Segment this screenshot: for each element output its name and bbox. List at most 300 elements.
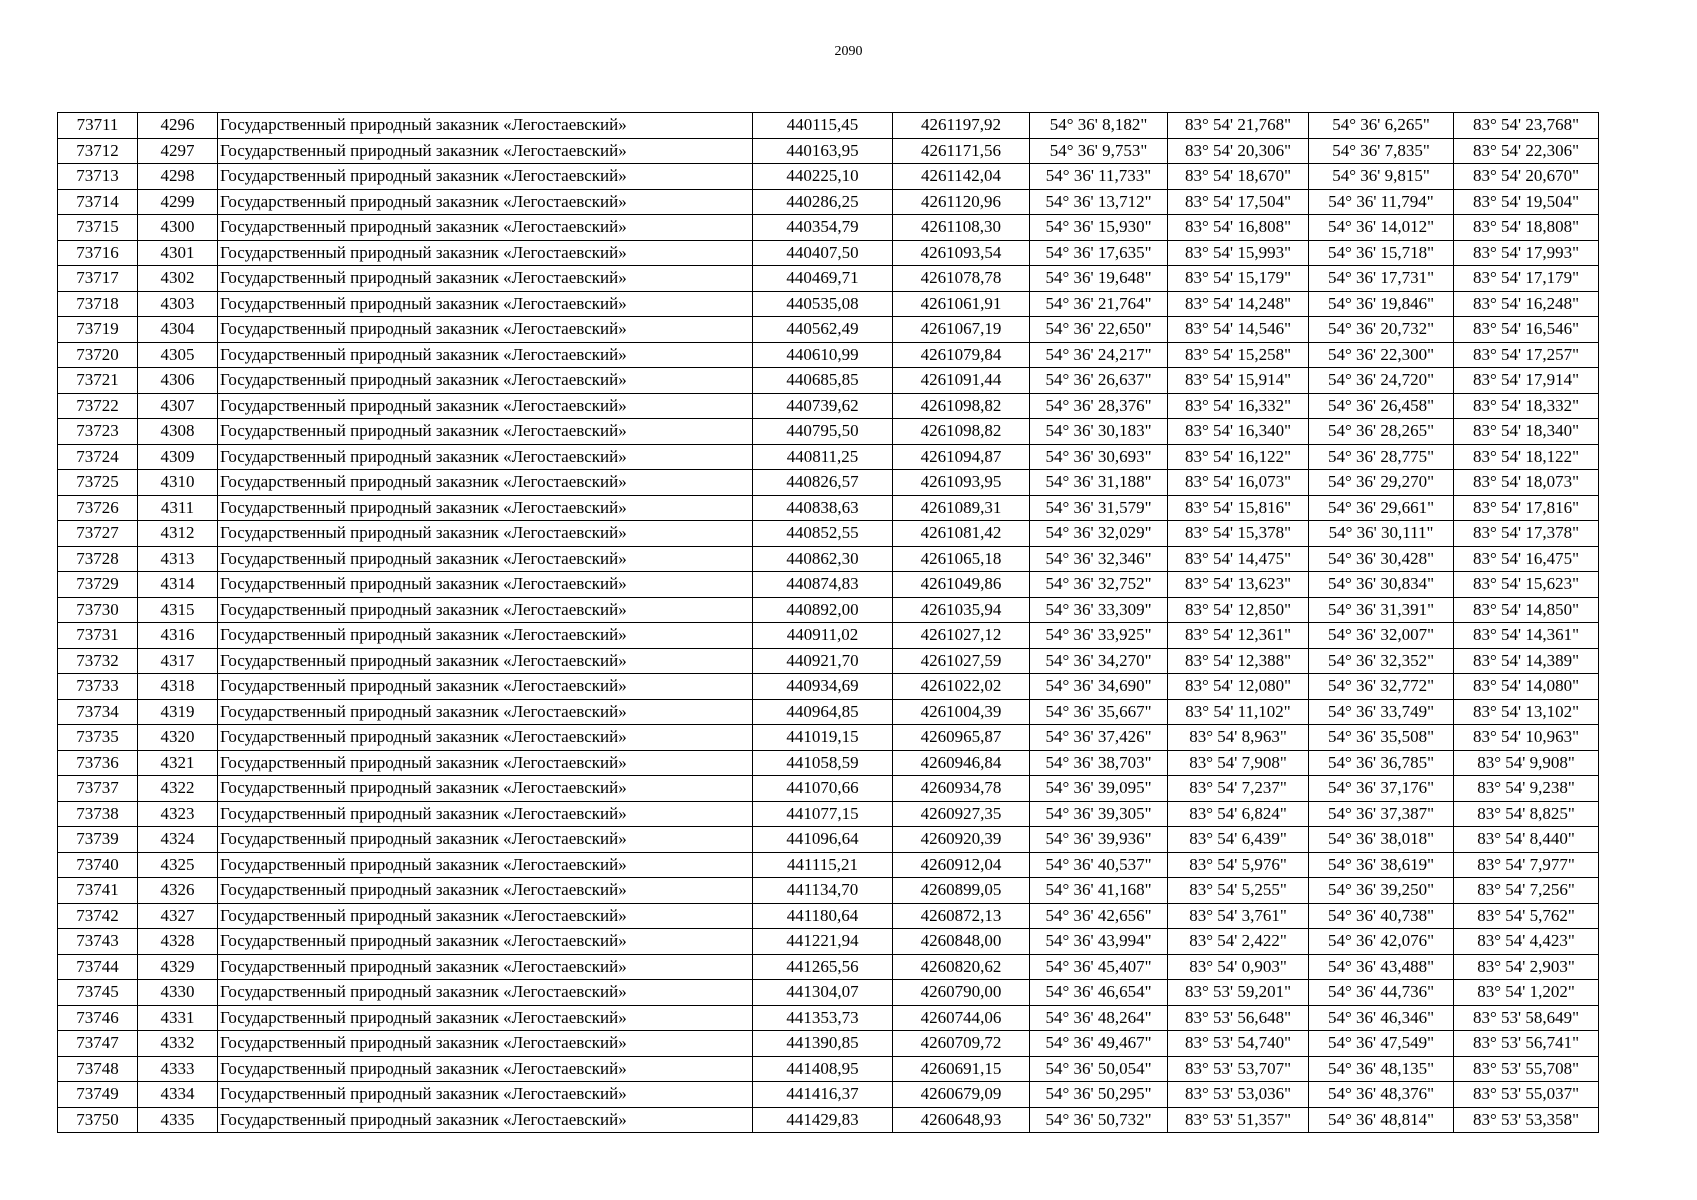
point-number: 4297 [138,138,218,164]
longitude-2: 83° 53' 56,741" [1454,1031,1599,1057]
coord-y: 4261091,44 [893,368,1030,394]
coord-x: 441070,66 [753,776,893,802]
zone-name: Государственный природный заказник «Легостаевский» [218,317,753,343]
coord-y: 4261093,54 [893,240,1030,266]
longitude-2: 83° 54' 19,504" [1454,189,1599,215]
coord-x: 440826,57 [753,470,893,496]
longitude-1: 83° 54' 15,179" [1168,266,1309,292]
latitude-2: 54° 36' 44,736" [1309,980,1454,1006]
record-id: 73748 [58,1056,138,1082]
latitude-1: 54° 36' 30,693" [1030,444,1168,470]
zone-name: Государственный природный заказник «Легостаевский» [218,266,753,292]
record-id: 73718 [58,291,138,317]
point-number: 4305 [138,342,218,368]
longitude-1: 83° 54' 11,102" [1168,699,1309,725]
zone-name: Государственный природный заказник «Легостаевский» [218,699,753,725]
table-row [58,827,1599,853]
longitude-1: 83° 54' 14,475" [1168,546,1309,572]
coord-x: 440795,50 [753,419,893,445]
latitude-2: 54° 36' 30,834" [1309,572,1454,598]
longitude-1: 83° 54' 2,422" [1168,929,1309,955]
longitude-1: 83° 54' 15,914" [1168,368,1309,394]
longitude-2: 83° 54' 13,102" [1454,699,1599,725]
longitude-2: 83° 54' 10,963" [1454,725,1599,751]
zone-name: Государственный природный заказник «Легостаевский» [218,725,753,751]
coord-y: 4261035,94 [893,597,1030,623]
zone-name: Государственный природный заказник «Легостаевский» [218,393,753,419]
latitude-2: 54° 36' 28,775" [1309,444,1454,470]
point-number: 4300 [138,215,218,241]
record-id: 73746 [58,1005,138,1031]
table-row [58,1005,1599,1031]
longitude-1: 83° 54' 12,080" [1168,674,1309,700]
latitude-2: 54° 36' 37,176" [1309,776,1454,802]
point-number: 4317 [138,648,218,674]
longitude-1: 83° 54' 15,258" [1168,342,1309,368]
coord-y: 4261098,82 [893,393,1030,419]
table-row [58,317,1599,343]
latitude-2: 54° 36' 38,018" [1309,827,1454,853]
coord-x: 440739,62 [753,393,893,419]
zone-name: Государственный природный заказник «Легостаевский» [218,1082,753,1108]
coord-y: 4261027,12 [893,623,1030,649]
longitude-1: 83° 53' 53,707" [1168,1056,1309,1082]
latitude-1: 54° 36' 11,733" [1030,164,1168,190]
zone-name: Государственный природный заказник «Легостаевский» [218,240,753,266]
record-id: 73731 [58,623,138,649]
latitude-1: 54° 36' 43,994" [1030,929,1168,955]
longitude-2: 83° 54' 15,623" [1454,572,1599,598]
longitude-2: 83° 54' 16,546" [1454,317,1599,343]
table-row [58,929,1599,955]
coord-x: 440921,70 [753,648,893,674]
longitude-1: 83° 54' 13,623" [1168,572,1309,598]
latitude-2: 54° 36' 15,718" [1309,240,1454,266]
record-id: 73745 [58,980,138,1006]
zone-name: Государственный природный заказник «Легостаевский» [218,444,753,470]
longitude-2: 83° 54' 8,440" [1454,827,1599,853]
coord-y: 4261065,18 [893,546,1030,572]
coord-y: 4260965,87 [893,725,1030,751]
longitude-1: 83° 54' 14,546" [1168,317,1309,343]
record-id: 73723 [58,419,138,445]
coord-y: 4261093,95 [893,470,1030,496]
latitude-1: 54° 36' 45,407" [1030,954,1168,980]
latitude-2: 54° 36' 42,076" [1309,929,1454,955]
coord-x: 440163,95 [753,138,893,164]
longitude-1: 83° 54' 18,670" [1168,164,1309,190]
latitude-2: 54° 36' 20,732" [1309,317,1454,343]
longitude-1: 83° 54' 16,073" [1168,470,1309,496]
coordinates-table [57,112,1599,1133]
latitude-2: 54° 36' 48,376" [1309,1082,1454,1108]
coord-y: 4260927,35 [893,801,1030,827]
table-row [58,495,1599,521]
coord-x: 441134,70 [753,878,893,904]
zone-name: Государственный природный заказник «Легостаевский» [218,878,753,904]
longitude-1: 83° 54' 16,340" [1168,419,1309,445]
longitude-1: 83° 54' 14,248" [1168,291,1309,317]
point-number: 4307 [138,393,218,419]
latitude-2: 54° 36' 30,111" [1309,521,1454,547]
coord-y: 4261142,04 [893,164,1030,190]
latitude-2: 54° 36' 14,012" [1309,215,1454,241]
longitude-2: 83° 54' 14,361" [1454,623,1599,649]
longitude-1: 83° 54' 15,816" [1168,495,1309,521]
table-row [58,725,1599,751]
latitude-1: 54° 36' 50,295" [1030,1082,1168,1108]
record-id: 73722 [58,393,138,419]
longitude-2: 83° 54' 18,073" [1454,470,1599,496]
table-row [58,368,1599,394]
latitude-1: 54° 36' 13,712" [1030,189,1168,215]
latitude-1: 54° 36' 33,309" [1030,597,1168,623]
coord-y: 4260934,78 [893,776,1030,802]
latitude-1: 54° 36' 34,270" [1030,648,1168,674]
longitude-1: 83° 54' 16,332" [1168,393,1309,419]
record-id: 73724 [58,444,138,470]
record-id: 73721 [58,368,138,394]
zone-name: Государственный природный заказник «Легостаевский» [218,189,753,215]
record-id: 73742 [58,903,138,929]
coord-y: 4261067,19 [893,317,1030,343]
point-number: 4309 [138,444,218,470]
coord-y: 4260709,72 [893,1031,1030,1057]
latitude-1: 54° 36' 31,579" [1030,495,1168,521]
point-number: 4313 [138,546,218,572]
coord-y: 4260744,06 [893,1005,1030,1031]
latitude-2: 54° 36' 9,815" [1309,164,1454,190]
latitude-1: 54° 36' 30,183" [1030,419,1168,445]
table-row [58,572,1599,598]
coord-x: 441265,56 [753,954,893,980]
point-number: 4312 [138,521,218,547]
coord-x: 440286,25 [753,189,893,215]
record-id: 73716 [58,240,138,266]
coord-y: 4261079,84 [893,342,1030,368]
coord-x: 441221,94 [753,929,893,955]
coord-x: 440964,85 [753,699,893,725]
record-id: 73726 [58,495,138,521]
coord-y: 4260946,84 [893,750,1030,776]
table-row [58,138,1599,164]
point-number: 4321 [138,750,218,776]
coord-x: 441115,21 [753,852,893,878]
latitude-1: 54° 36' 50,054" [1030,1056,1168,1082]
latitude-1: 54° 36' 39,095" [1030,776,1168,802]
coord-y: 4261120,96 [893,189,1030,215]
point-number: 4326 [138,878,218,904]
table-row [58,342,1599,368]
table-row [58,215,1599,241]
coord-x: 441353,73 [753,1005,893,1031]
latitude-2: 54° 36' 33,749" [1309,699,1454,725]
longitude-2: 83° 54' 2,903" [1454,954,1599,980]
longitude-2: 83° 54' 18,332" [1454,393,1599,419]
record-id: 73727 [58,521,138,547]
longitude-1: 83° 54' 16,808" [1168,215,1309,241]
table-row [58,189,1599,215]
point-number: 4322 [138,776,218,802]
record-id: 73719 [58,317,138,343]
table-row [58,776,1599,802]
zone-name: Государственный природный заказник «Легостаевский» [218,776,753,802]
record-id: 73740 [58,852,138,878]
coord-y: 4260691,15 [893,1056,1030,1082]
latitude-1: 54° 36' 38,703" [1030,750,1168,776]
record-id: 73747 [58,1031,138,1057]
coord-x: 441416,37 [753,1082,893,1108]
zone-name: Государственный природный заказник «Легостаевский» [218,648,753,674]
point-number: 4333 [138,1056,218,1082]
longitude-1: 83° 54' 7,237" [1168,776,1309,802]
zone-name: Государственный природный заказник «Легостаевский» [218,113,753,139]
coord-y: 4260790,00 [893,980,1030,1006]
zone-name: Государственный природный заказник «Легостаевский» [218,495,753,521]
table-row [58,903,1599,929]
longitude-1: 83° 54' 15,993" [1168,240,1309,266]
longitude-2: 83° 54' 9,238" [1454,776,1599,802]
table-row [58,393,1599,419]
record-id: 73728 [58,546,138,572]
latitude-1: 54° 36' 31,188" [1030,470,1168,496]
longitude-1: 83° 53' 54,740" [1168,1031,1309,1057]
longitude-1: 83° 54' 15,378" [1168,521,1309,547]
longitude-1: 83° 54' 3,761" [1168,903,1309,929]
longitude-2: 83° 53' 55,708" [1454,1056,1599,1082]
longitude-2: 83° 54' 22,306" [1454,138,1599,164]
page-number: 2090 [834,44,863,59]
coord-x: 440407,50 [753,240,893,266]
coord-x: 441180,64 [753,903,893,929]
coord-y: 4260848,00 [893,929,1030,955]
coord-y: 4261089,31 [893,495,1030,521]
longitude-2: 83° 54' 17,179" [1454,266,1599,292]
latitude-2: 54° 36' 48,135" [1309,1056,1454,1082]
longitude-1: 83° 54' 12,388" [1168,648,1309,674]
longitude-1: 83° 54' 5,255" [1168,878,1309,904]
record-id: 73732 [58,648,138,674]
latitude-2: 54° 36' 32,007" [1309,623,1454,649]
longitude-2: 83° 54' 4,423" [1454,929,1599,955]
longitude-1: 83° 54' 16,122" [1168,444,1309,470]
latitude-2: 54° 36' 48,814" [1309,1107,1454,1133]
point-number: 4328 [138,929,218,955]
zone-name: Государственный природный заказник «Легостаевский» [218,623,753,649]
table-row [58,699,1599,725]
coord-x: 441390,85 [753,1031,893,1057]
zone-name: Государственный природный заказник «Легостаевский» [218,291,753,317]
longitude-2: 83° 54' 9,908" [1454,750,1599,776]
latitude-1: 54° 36' 17,635" [1030,240,1168,266]
coord-y: 4261061,91 [893,291,1030,317]
zone-name: Государственный природный заказник «Легостаевский» [218,750,753,776]
table-row [58,419,1599,445]
latitude-2: 54° 36' 29,270" [1309,470,1454,496]
zone-name: Государственный природный заказник «Легостаевский» [218,164,753,190]
point-number: 4320 [138,725,218,751]
coord-y: 4261022,02 [893,674,1030,700]
coord-x: 440934,69 [753,674,893,700]
longitude-2: 83° 54' 14,389" [1454,648,1599,674]
latitude-2: 54° 36' 32,352" [1309,648,1454,674]
latitude-2: 54° 36' 32,772" [1309,674,1454,700]
longitude-2: 83° 54' 7,256" [1454,878,1599,904]
latitude-1: 54° 36' 40,537" [1030,852,1168,878]
longitude-2: 83° 53' 55,037" [1454,1082,1599,1108]
record-id: 73744 [58,954,138,980]
longitude-2: 83° 54' 17,816" [1454,495,1599,521]
latitude-2: 54° 36' 30,428" [1309,546,1454,572]
zone-name: Государственный природный заказник «Легостаевский» [218,827,753,853]
point-number: 4331 [138,1005,218,1031]
longitude-1: 83° 54' 20,306" [1168,138,1309,164]
zone-name: Государственный природный заказник «Легостаевский» [218,342,753,368]
zone-name: Государственный природный заказник «Легостаевский» [218,929,753,955]
table-row [58,266,1599,292]
record-id: 73729 [58,572,138,598]
zone-name: Государственный природный заказник «Легостаевский» [218,521,753,547]
point-number: 4315 [138,597,218,623]
longitude-2: 83° 54' 17,378" [1454,521,1599,547]
longitude-2: 83° 54' 16,248" [1454,291,1599,317]
latitude-2: 54° 36' 24,720" [1309,368,1454,394]
coord-y: 4261098,82 [893,419,1030,445]
coord-y: 4260820,62 [893,954,1030,980]
point-number: 4306 [138,368,218,394]
latitude-1: 54° 36' 22,650" [1030,317,1168,343]
latitude-1: 54° 36' 41,168" [1030,878,1168,904]
coord-x: 440610,99 [753,342,893,368]
coord-y: 4261004,39 [893,699,1030,725]
latitude-1: 54° 36' 39,936" [1030,827,1168,853]
latitude-1: 54° 36' 37,426" [1030,725,1168,751]
point-number: 4304 [138,317,218,343]
zone-name: Государственный природный заказник «Легостаевский» [218,954,753,980]
coord-y: 4261027,59 [893,648,1030,674]
record-id: 73730 [58,597,138,623]
coord-y: 4261197,92 [893,113,1030,139]
coord-y: 4261171,56 [893,138,1030,164]
longitude-1: 83° 54' 12,850" [1168,597,1309,623]
record-id: 73717 [58,266,138,292]
coord-y: 4260912,04 [893,852,1030,878]
table-row [58,1107,1599,1133]
latitude-1: 54° 36' 35,667" [1030,699,1168,725]
latitude-2: 54° 36' 26,458" [1309,393,1454,419]
point-number: 4299 [138,189,218,215]
record-id: 73737 [58,776,138,802]
longitude-2: 83° 54' 18,340" [1454,419,1599,445]
longitude-2: 83° 54' 17,914" [1454,368,1599,394]
record-id: 73733 [58,674,138,700]
coord-y: 4260679,09 [893,1082,1030,1108]
coord-y: 4260648,93 [893,1107,1030,1133]
record-id: 73713 [58,164,138,190]
table-row [58,113,1599,139]
longitude-1: 83° 54' 8,963" [1168,725,1309,751]
record-id: 73725 [58,470,138,496]
latitude-2: 54° 36' 6,265" [1309,113,1454,139]
latitude-1: 54° 36' 32,346" [1030,546,1168,572]
zone-name: Государственный природный заказник «Легостаевский» [218,572,753,598]
coord-x: 440911,02 [753,623,893,649]
coord-x: 440225,10 [753,164,893,190]
longitude-1: 83° 54' 6,824" [1168,801,1309,827]
point-number: 4329 [138,954,218,980]
latitude-1: 54° 36' 39,305" [1030,801,1168,827]
latitude-2: 54° 36' 37,387" [1309,801,1454,827]
table-row [58,648,1599,674]
zone-name: Государственный природный заказник «Легостаевский» [218,852,753,878]
coord-x: 441058,59 [753,750,893,776]
latitude-1: 54° 36' 42,656" [1030,903,1168,929]
coord-x: 440469,71 [753,266,893,292]
coord-y: 4261078,78 [893,266,1030,292]
longitude-1: 83° 53' 56,648" [1168,1005,1309,1031]
longitude-2: 83° 54' 14,080" [1454,674,1599,700]
point-number: 4318 [138,674,218,700]
point-number: 4332 [138,1031,218,1057]
longitude-1: 83° 54' 5,976" [1168,852,1309,878]
longitude-2: 83° 54' 5,762" [1454,903,1599,929]
zone-name: Государственный природный заказник «Легостаевский» [218,597,753,623]
zone-name: Государственный природный заказник «Легостаевский» [218,1031,753,1057]
longitude-1: 83° 54' 17,504" [1168,189,1309,215]
point-number: 4335 [138,1107,218,1133]
latitude-1: 54° 36' 50,732" [1030,1107,1168,1133]
zone-name: Государственный природный заказник «Легостаевский» [218,419,753,445]
table-row [58,291,1599,317]
latitude-2: 54° 36' 28,265" [1309,419,1454,445]
coord-x: 441077,15 [753,801,893,827]
coord-y: 4261081,42 [893,521,1030,547]
longitude-2: 83° 54' 1,202" [1454,980,1599,1006]
longitude-2: 83° 53' 53,358" [1454,1107,1599,1133]
table-row [58,801,1599,827]
latitude-2: 54° 36' 19,846" [1309,291,1454,317]
zone-name: Государственный природный заказник «Легостаевский» [218,1056,753,1082]
point-number: 4311 [138,495,218,521]
longitude-2: 83° 54' 23,768" [1454,113,1599,139]
longitude-2: 83° 54' 8,825" [1454,801,1599,827]
table-row [58,980,1599,1006]
table-row [58,623,1599,649]
table-row [58,750,1599,776]
coord-x: 440862,30 [753,546,893,572]
coord-x: 441019,15 [753,725,893,751]
coord-y: 4261094,87 [893,444,1030,470]
latitude-1: 54° 36' 32,752" [1030,572,1168,598]
point-number: 4298 [138,164,218,190]
longitude-2: 83° 54' 14,850" [1454,597,1599,623]
latitude-1: 54° 36' 28,376" [1030,393,1168,419]
point-number: 4330 [138,980,218,1006]
longitude-2: 83° 54' 7,977" [1454,852,1599,878]
point-number: 4324 [138,827,218,853]
record-id: 73743 [58,929,138,955]
coord-y: 4260920,39 [893,827,1030,853]
coord-x: 441408,95 [753,1056,893,1082]
table-row [58,1056,1599,1082]
point-number: 4325 [138,852,218,878]
longitude-1: 83° 54' 7,908" [1168,750,1309,776]
zone-name: Государственный природный заказник «Легостаевский» [218,674,753,700]
latitude-2: 54° 36' 11,794" [1309,189,1454,215]
longitude-2: 83° 54' 18,808" [1454,215,1599,241]
longitude-2: 83° 53' 58,649" [1454,1005,1599,1031]
latitude-1: 54° 36' 9,753" [1030,138,1168,164]
